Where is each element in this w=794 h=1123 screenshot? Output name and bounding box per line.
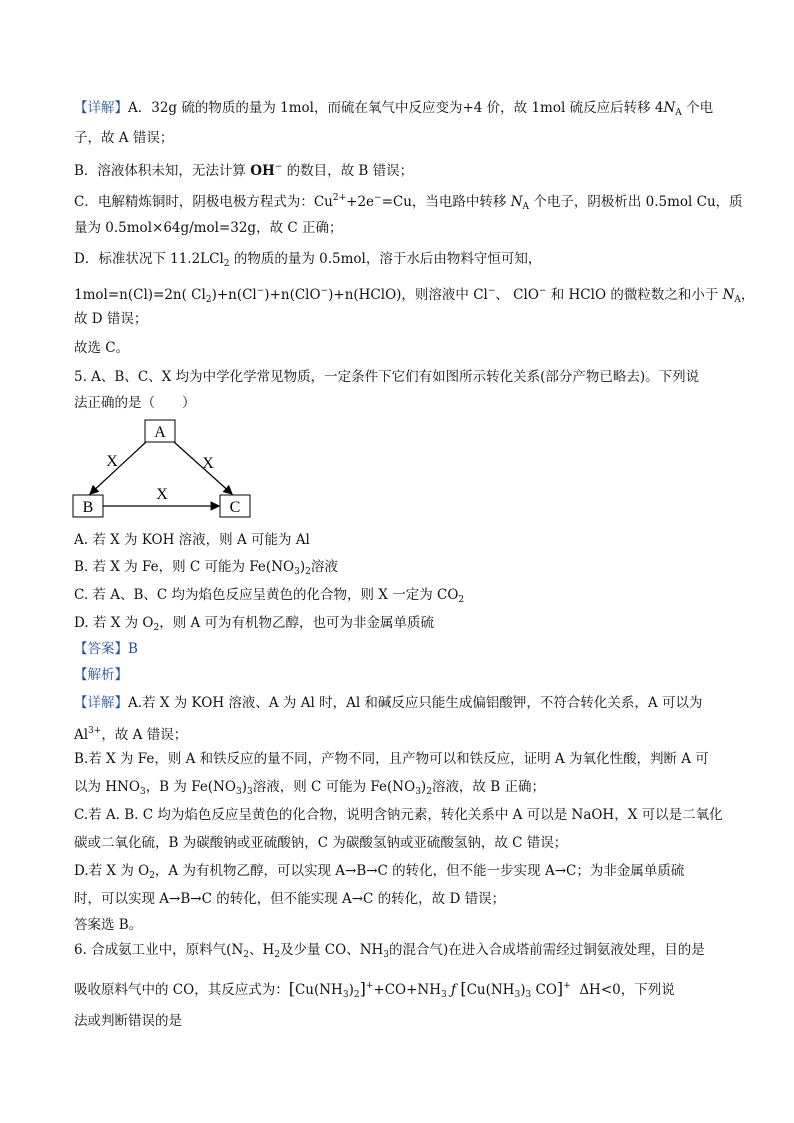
subscript: 2: [426, 787, 432, 797]
equilibrium-symbol: ƒ: [446, 982, 461, 998]
subscript: 2: [223, 259, 230, 269]
arrow-a-b: [90, 442, 146, 494]
subscript: 3: [441, 990, 447, 1000]
text: 以为 HNO: [74, 779, 140, 795]
text: 1mol=n(Cl)=2n( Cl: [74, 287, 206, 303]
text: ): [299, 559, 306, 575]
superscript: −: [256, 286, 265, 296]
subscript: 3: [525, 990, 532, 1000]
text: D.若 X 为 O: [74, 863, 150, 879]
text-line: 故选 C。: [74, 340, 130, 356]
text: ，故 A 错误；: [101, 727, 188, 743]
text-line: B.若 X 为 Fe，则 A 和铁反应的量不同，产物不同，且产物可以和铁反应，证明 A 为氧化性酸，判断 A 可: [74, 751, 709, 767]
box-c-label: C: [229, 499, 241, 516]
text: ，A 为有机物乙醇，可以实现 A→B→C 的转化，但不能一步实现 A→C；为非金属单质硫: [154, 863, 685, 879]
text-line: 时，可以实现 A→B→C 的转化，但不能实现 A→C 的转化，故 D 错误；: [74, 891, 506, 907]
text-line: [74, 777, 724, 802]
text: 溶液，故 B 正确；: [431, 779, 545, 795]
text: A.若 X 为 KOH 溶液、A 为 Al 时，Al 和碱反应只能生成偏铝酸钾，不符合转化关系，A 可以为: [128, 695, 703, 711]
answer-tag: 【答案】B: [74, 641, 138, 657]
text: 、H: [249, 942, 275, 958]
superscript: 3+: [88, 726, 102, 736]
text-line: [74, 188, 743, 217]
formula: ): [520, 982, 526, 998]
superscript: +: [365, 981, 374, 991]
text: 6. 合成氨工业中，原料气(N: [74, 942, 244, 958]
text: A．32g 硫的物质的量为 1mol，而硫在氧气中反应变为+4 价，故 1mol 硫反应后转移 4: [128, 100, 664, 116]
formula: OH: [250, 163, 275, 179]
subscript: 2: [153, 623, 160, 633]
subscript: 2: [305, 567, 311, 577]
text: 个电子，阴极析出 0.5mol Cu，质: [529, 194, 743, 210]
text: C. 若 A、B、C 均为焰色反应呈黄色的化合物，则 X 一定为 CO: [74, 587, 459, 603]
text: ，则 A 可为有机物乙醇，也可为非金属单质硫: [159, 615, 435, 631]
text: )+n(Cl: [211, 287, 257, 303]
superscript: +: [563, 981, 571, 991]
subscript: 2: [458, 595, 465, 605]
superscript: 2+: [332, 193, 347, 203]
subscript: 2: [149, 871, 155, 881]
text-line: 故 D 错误；: [74, 311, 148, 327]
option-d: [74, 613, 724, 638]
text: B. 若 X 为 Fe，则 C 可能为 Fe(NO: [74, 559, 295, 575]
option-c: [74, 585, 724, 610]
symbol: N: [663, 100, 676, 116]
subscript: 2: [243, 950, 249, 960]
superscript: −: [320, 286, 329, 296]
text: 及少量 CO、NH: [280, 942, 384, 958]
text: C．电解精炼铜时，阴极电极方程式为：Cu: [74, 194, 333, 210]
subscript: 3: [294, 567, 300, 577]
text: D．标准状况下 11.2LCl: [74, 251, 224, 267]
text: ，B 为 Fe(NO: [145, 779, 236, 795]
subscript: A: [734, 295, 741, 305]
text: ): [241, 779, 247, 795]
text-line: [74, 693, 724, 713]
text: 、 ClO: [495, 287, 539, 303]
text-line: 子，故 A 错误；: [74, 130, 174, 146]
arrow-label-x: X: [202, 455, 214, 472]
question-6-stem: [74, 940, 724, 965]
formula: CO: [535, 982, 557, 998]
text-line: C.若 A. B. C 均为焰色反应呈黄色的化合物，说明含钠元素，转化关系中 A 可以是 NaOH，X 可以是二氧化: [74, 807, 723, 823]
superscript: −: [274, 162, 283, 172]
detail-tag: 【详解】: [74, 695, 128, 711]
text: 溶液，则 C 可能为 Fe(NO: [252, 779, 416, 795]
text: )+n(HClO)，则溶液中 Cl: [328, 287, 488, 303]
text-line: [74, 98, 724, 123]
text: 的混合气)在进入合成塔前需经过铜氨液处理，目的是: [389, 942, 705, 958]
formula: Cu(NH: [466, 982, 515, 998]
subscript: 3: [235, 787, 242, 797]
subscript: 3: [514, 990, 521, 1000]
text-line: 答案选 B。: [74, 917, 143, 933]
subscript: 3: [415, 787, 421, 797]
text-line: [74, 157, 724, 181]
text: D. 若 X 为 O: [74, 615, 154, 631]
text: B．溶液体积未知，无法计算: [74, 163, 251, 179]
detail-tag: 【详解】: [74, 100, 128, 116]
superscript: −: [538, 286, 547, 296]
option-a: A. 若 X 为 KOH 溶液，则 A 可能为 Al: [74, 532, 310, 548]
superscript: −: [374, 193, 382, 203]
symbol: N: [722, 287, 735, 303]
subscript: 3: [139, 787, 146, 797]
formula: Cu(NH: [294, 982, 343, 998]
text: 和 HClO 的微粒数之和小于: [546, 287, 723, 303]
text: ΔH<0，下列说: [579, 982, 675, 998]
subscript: 2: [274, 950, 281, 960]
text: 溶液: [310, 559, 338, 575]
text: 的物质的量为 0.5mol，溶于水后由物料守恒可知，: [229, 251, 542, 267]
text-line: 量为 0.5mol×64g/mol=32g，故 C 正确；: [74, 220, 343, 236]
subscript: 3: [246, 787, 253, 797]
option-b: [74, 557, 724, 582]
text-line: [74, 249, 724, 274]
box-b-label: B: [82, 499, 94, 516]
text: 吸收原料气中的 CO，其反应式为：: [74, 982, 289, 998]
text: +2e: [346, 194, 375, 210]
subscript: A: [522, 202, 530, 212]
text: )+n(ClO: [264, 287, 321, 303]
question-5-stem: 法正确的是（ ）: [74, 395, 196, 411]
text-line: 碳或二氧化硫，B 为碳酸钠或亚硫酸钠，C 为碳酸氢钠或亚硫酸氢钠，故 C 错误；: [74, 835, 568, 851]
text: =Cu，当电路中转移: [381, 194, 511, 210]
text-line: 1mol=n(Cl)=2n( $Cl_2)+n(Cl^-)+n(ClO^-)+n(HClO)$，则溶液中 Cl−、 ClO− 和 HClO 的微粒数之和小于 $N_A$，: [74, 286, 755, 305]
symbol: N: [510, 194, 523, 210]
text-line: [74, 861, 724, 886]
text: ): [420, 779, 427, 795]
superscript: −: [487, 286, 496, 296]
subscript: 2: [353, 990, 360, 1000]
question-6-stem: 吸收原料气中的 CO，其反应式为：$[Cu(NH_3)_2]^++CO+NH_3$ ƒ [$Cu(NH_3)_3$ CO]+ ΔH<0，下列说: [74, 979, 675, 1000]
subscript: 3: [383, 950, 390, 960]
formula: Al: [74, 727, 89, 743]
analysis-tag: 【解析】: [74, 667, 128, 683]
arrow-label-x: X: [156, 486, 168, 503]
text-line: [74, 721, 724, 745]
text: +CO+NH: [373, 982, 441, 998]
text: 的数目，故 B 错误；: [282, 163, 414, 179]
formula: ): [348, 982, 354, 998]
conversion-diagram: [70, 415, 270, 525]
subscript: A: [675, 108, 682, 118]
subscript: 2: [205, 295, 212, 305]
question-6-stem: 法或判断错误的是: [74, 1013, 182, 1029]
question-5-stem: 5. A、B、C、X 均为中学化学常见物质，一定条件下它们有如图所示转化关系(部分产物已略去)。下列说: [74, 369, 700, 385]
arrow-label-x: X: [106, 453, 118, 470]
text: 个电: [681, 100, 714, 116]
box-a-label: A: [154, 424, 166, 441]
subscript: 3: [342, 990, 349, 1000]
